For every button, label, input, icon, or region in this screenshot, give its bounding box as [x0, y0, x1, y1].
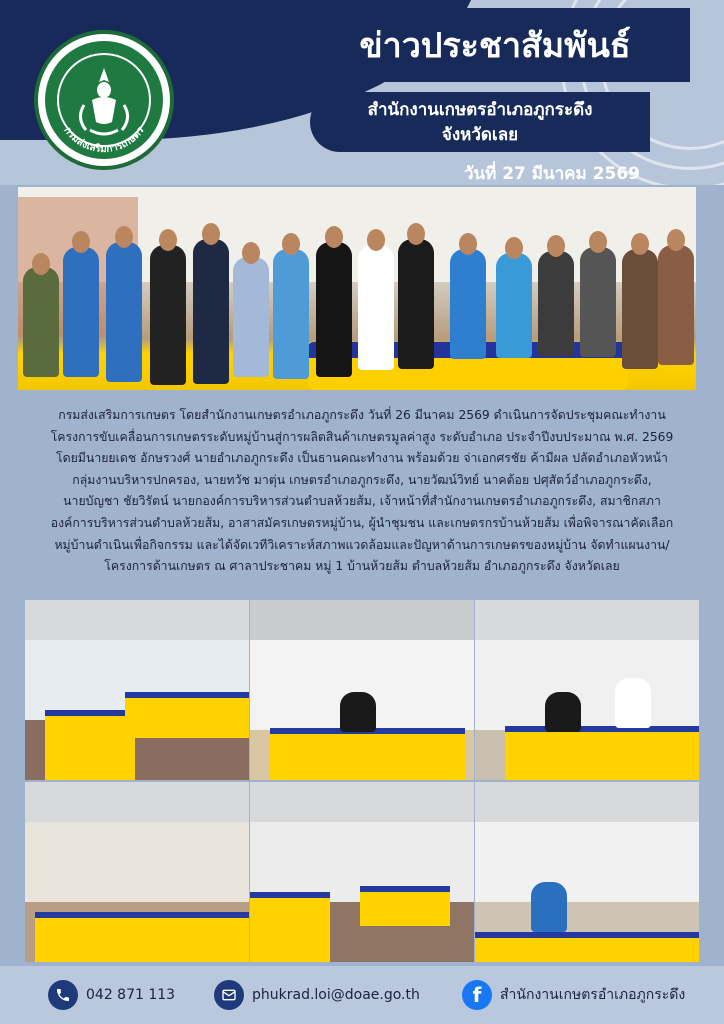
photo-table	[475, 932, 699, 962]
footer-facebook	[462, 980, 685, 1010]
meeting-photo	[250, 600, 474, 780]
email-address[interactable]: phukrad.loi@doae.go.th	[252, 987, 420, 1003]
meeting-photo	[25, 782, 249, 962]
photo-person	[545, 692, 581, 732]
photo-person	[316, 242, 352, 377]
article-body	[14, 405, 710, 578]
photo-person	[233, 257, 269, 377]
photo-table	[270, 728, 465, 780]
photo-person	[63, 247, 99, 377]
photo-person-head	[115, 226, 133, 248]
office-banner	[310, 92, 650, 152]
photo-person-head	[32, 253, 50, 275]
photo-person-head	[459, 233, 477, 255]
logo-emblem	[45, 41, 163, 159]
meeting-photo	[475, 600, 699, 780]
photo-table	[125, 692, 249, 738]
photo-person	[658, 245, 694, 365]
photo-ceiling	[250, 782, 474, 822]
photo-table	[250, 892, 330, 962]
photo-person-head	[367, 229, 385, 251]
photo-person	[615, 678, 651, 728]
photo-person-head	[589, 231, 607, 253]
photo-ceiling	[25, 782, 249, 822]
photo-person-head	[547, 235, 565, 257]
footer-email	[214, 980, 420, 1010]
article-line: นายบัญชา ชัยวิรัตน์ นายกองค์การบริหารส่วนตำบลห้วยส้ม, เจ้าหน้าที่สำนักงานเกษตรอำเภอภูกระดึง, สมาชิกสภา	[63, 494, 661, 509]
photo-person	[531, 882, 567, 932]
phone-number[interactable]: 042 871 113	[86, 987, 176, 1003]
mail-icon	[214, 980, 244, 1010]
article-line: องค์การบริหารส่วนตำบลห้วยส้ม, อาสาสมัครเกษตรหมู่บ้าน, ผู้นำชุมชน และเกษตรกรบ้านห้วยส้ม เพื่อพิจารณาคัดเลือก	[50, 515, 674, 530]
photo-person-head	[72, 231, 90, 253]
photo-person-head	[242, 242, 260, 264]
photo-table	[360, 886, 450, 926]
article-line: โดยมีนายยเดช อักษรวงศ์ นายอำเภอภูกระดึง เป็นธานคณะทำงาน พร้อมด้วย จ่าเอกศรชัย ค้ามีผล ปลัดอำเภอหัวหน้า	[56, 451, 668, 466]
meeting-photo	[250, 782, 474, 962]
article-line: กรมส่งเสริมการเกษตร โดยสำนักงานเกษตรอำเภอภูกระดึง วันที่ 26 มีนาคม 2569 ดำเนินการจัดประชุมคณะทำงาน	[58, 408, 666, 422]
header	[0, 0, 724, 185]
svg-text:กรมส่งเสริมการเกษตร: กรมส่งเสริมการเกษตร	[61, 125, 147, 156]
photo-ceiling	[250, 600, 474, 640]
photo-table	[505, 726, 699, 780]
photo-person	[106, 242, 142, 382]
photo-person	[358, 245, 394, 370]
photo-ceiling	[475, 600, 699, 640]
photo-wall	[475, 640, 699, 730]
office-name: สำนักงานเกษตรอำเภอภูกระดึง	[367, 100, 593, 120]
photo-person	[580, 247, 616, 357]
article-line: กลุ่มงานบริหารปกครอง, นายทวัช มาตุ่น เกษตรอำเภอภูกระดึง, นายวัฒน์วิทย์ นาคต้อย ปศุสัตว์อำเภอภูกระดึง,	[72, 472, 652, 487]
photo-person	[496, 253, 532, 358]
article-line: หมู่บ้านดำเนินเพื่อกิจกรรม และได้จัดเวทีวิเคราะห์สภาพแวดล้อมและปัญหาด้านการเกษตรของหมู่บ้าน จัดทำแผนงาน/	[54, 537, 670, 552]
photo-person	[23, 267, 59, 377]
footer-phone	[48, 980, 175, 1010]
meeting-photo	[475, 782, 699, 962]
photo-person	[340, 692, 376, 732]
photo-wall	[25, 822, 249, 902]
news-date: วันที่ 27 มีนาคม 2569	[463, 164, 640, 184]
logo-ring-text	[45, 41, 163, 159]
photo-table	[45, 710, 135, 780]
photo-table	[35, 912, 249, 962]
office-province: จังหวัดเลย	[441, 125, 519, 145]
photo-person	[622, 249, 658, 369]
meeting-photo	[25, 600, 249, 780]
page-title: ข่าวประชาสัมพันธ์	[359, 26, 631, 66]
footer	[0, 966, 724, 1024]
photo-person	[538, 251, 574, 356]
photo-person-head	[667, 229, 685, 251]
photo-person	[193, 239, 229, 384]
photo-person	[150, 245, 186, 385]
photo-person-head	[325, 226, 343, 248]
photo-ceiling	[475, 782, 699, 822]
photo-person-head	[159, 229, 177, 251]
photo-person	[450, 249, 486, 359]
facebook-page[interactable]: สำนักงานเกษตรอำเภอภูกระดึง	[500, 987, 686, 1003]
title-banner	[300, 8, 690, 82]
facebook-icon: f	[462, 980, 492, 1010]
group-photo	[18, 187, 696, 390]
photo-ceiling	[25, 600, 249, 640]
photo-person	[273, 249, 309, 379]
photo-grid	[25, 600, 699, 962]
photo-person-head	[282, 233, 300, 255]
photo-wall	[475, 822, 699, 902]
photo-person-head	[407, 223, 425, 245]
article-line: โครงการด้านเกษตร ณ ศาลาประชาคม หมู่ 1 บ้านห้วยส้ม ตำบลห้วยส้ม อำเภอภูกระดึง จังหวัดเลย	[104, 559, 620, 574]
photo-person	[398, 239, 434, 369]
photo-person-head	[631, 233, 649, 255]
article-line: โครงการขับเคลื่อนการเกษตรระดับหมู่บ้านสู่การผลิตสินค้าเกษตรมูลค่าสูง ระดับอำเภอ ประจำปีงบประมาณ พ.ศ. 2569	[50, 429, 674, 444]
phone-icon	[48, 980, 78, 1010]
photo-person-head	[505, 237, 523, 259]
photo-person-head	[202, 223, 220, 245]
doae-logo	[34, 30, 174, 170]
